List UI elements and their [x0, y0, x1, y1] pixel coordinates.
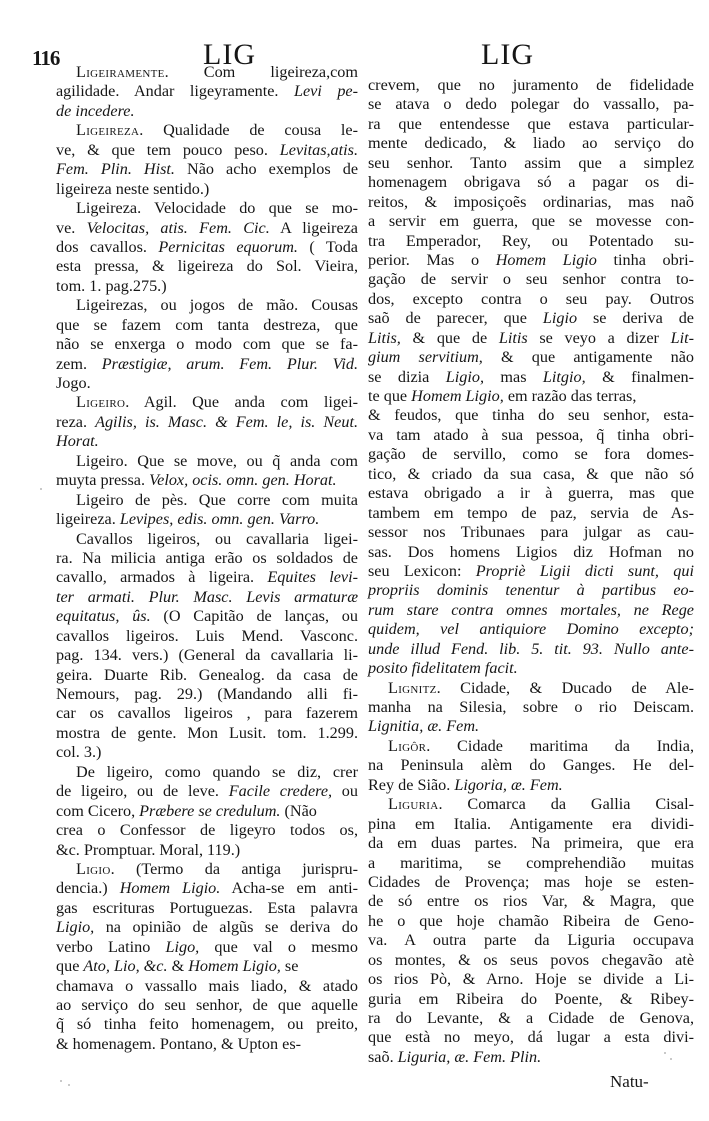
body-text: de ligeiro, ou de leve.: [56, 782, 229, 801]
text-line: [368, 951, 694, 970]
body-text: . Com ligeireza,com: [164, 63, 358, 81]
body-text: Jogo.: [56, 374, 91, 392]
body-text: q̃ só tinha feito homenagem, ou preito,: [56, 1015, 358, 1034]
headword: Ligôr: [388, 736, 427, 755]
body-text: estava obrigado a ir à guerra, mas que: [368, 484, 694, 503]
latin-text: gium servitium,: [368, 348, 483, 367]
headword: Liguria: [388, 795, 439, 814]
speck: [60, 1080, 62, 1082]
text-line: [56, 160, 358, 179]
body-text: zem.: [56, 354, 102, 373]
latin-text: Homem Ligio,: [188, 957, 281, 976]
text-line: [56, 452, 358, 471]
text-line: [368, 212, 694, 231]
text-line: [368, 1009, 694, 1028]
latin-text: Equites levi-: [267, 568, 358, 587]
latin-text: Levipes, edis. omn. gen. Varro.: [119, 510, 320, 529]
body-text: se veyo a dizer: [527, 328, 671, 347]
body-text: que: [56, 957, 84, 976]
text-line: [368, 387, 694, 406]
text-line: [56, 899, 358, 918]
latin-text: posito fidelitatem facit.: [368, 659, 518, 678]
text-line: [368, 620, 694, 639]
body-text: Cavallos ligeiros, ou cavallaria ligei-: [76, 529, 358, 548]
running-head-right: LIG: [481, 38, 534, 71]
body-text: ligeireza neste sentido.): [56, 179, 210, 198]
body-text: Não acho exemplos de: [174, 160, 358, 179]
body-text: chamava o vassallo mais liado, & atado: [56, 976, 358, 995]
body-text: na opinião de algũs se deriva do: [94, 918, 358, 937]
text-line: [56, 355, 358, 374]
text-line: [56, 821, 358, 840]
latin-text: equitatus, ûs.: [56, 607, 151, 626]
latin-text: Ligo,: [165, 937, 200, 956]
body-text: se: [280, 957, 299, 976]
speck: [68, 1084, 70, 1086]
text-line: [56, 938, 358, 957]
text-line: [368, 406, 694, 425]
body-text: de só entre os rios Var, & Magra, que: [368, 892, 694, 911]
body-text: ligeireza.: [56, 510, 120, 529]
body-text: mente dedicado, & liado ao serviço do: [368, 134, 694, 153]
latin-text: Levitas,atis.: [279, 140, 358, 159]
text-line: [368, 95, 694, 114]
body-text: . Comarca da Gallia Cisal-: [438, 795, 694, 814]
body-text: te que: [368, 387, 412, 405]
text-line: [56, 685, 358, 704]
text-line: [56, 180, 358, 199]
body-text: que se fazem com tanta destreza, que: [56, 315, 358, 334]
text-line: [56, 743, 358, 762]
body-text: & que antigamente não: [482, 348, 694, 367]
text-line: [368, 815, 694, 834]
text-line: [368, 892, 694, 911]
headword: Ligeiramente: [76, 63, 165, 81]
body-text: tom. 1. pag.275.): [56, 276, 167, 295]
text-line: [368, 601, 694, 620]
body-text: he o que hoje chamão Ribeira de Geno-: [368, 911, 694, 930]
latin-text: Ligio,: [56, 918, 95, 937]
body-text: mas: [484, 367, 543, 386]
text-line: [368, 309, 694, 328]
body-text: A ligeireza: [269, 218, 358, 237]
body-text: ( Toda: [297, 237, 358, 256]
text-line: [368, 1048, 694, 1067]
body-text: cavallos ligeiros. Luis Mend. Vasconc.: [56, 626, 358, 645]
body-text: gação de servir o seu senhor contra to-: [368, 270, 694, 289]
body-text: . (Termo da antiga jurispru-: [110, 859, 358, 878]
latin-text: Fem. Plin. Hist.: [56, 160, 175, 179]
text-line: [368, 854, 694, 873]
text-line: [368, 154, 694, 173]
body-text: Ligeirezas, ou jogos de mão. Cousas: [76, 296, 358, 315]
text-line: [368, 445, 694, 464]
body-text: os rios Pò, & Arno. Hoje se divide a Li-: [368, 970, 694, 989]
text-line: [368, 737, 694, 756]
body-text: car os cavallos ligeiros , para fazerem: [56, 704, 358, 723]
body-text: (O Capitão de lanças, ou: [150, 607, 358, 626]
latin-text: propriis dominis tenentur à partibus eo-: [368, 581, 694, 600]
text-line: [368, 795, 694, 814]
body-text: & homenagem. Pontano, & Upton es-: [56, 1034, 302, 1053]
latin-text: de incedere.: [56, 101, 135, 120]
body-text: se deriva de: [577, 309, 694, 328]
text-line: [56, 121, 358, 140]
latin-text: Propriè Ligii dicti sunt, qui: [475, 561, 694, 580]
latin-text: Homem Ligio,: [411, 387, 504, 405]
text-line: [56, 257, 358, 276]
body-text: pina em Italia. Antigamente era dividi-: [368, 814, 694, 833]
text-line: [56, 588, 358, 607]
speck: [664, 1052, 666, 1054]
text-line: [56, 763, 358, 782]
right-column: [368, 76, 694, 1067]
body-text: tra Emperador, Rey, ou Potentado su-: [368, 231, 694, 250]
text-line: [368, 134, 694, 153]
text-line: [368, 756, 694, 775]
latin-text: Litgio,: [542, 367, 586, 386]
body-text: &: [167, 957, 189, 976]
text-line: [56, 316, 358, 335]
text-line: [56, 977, 358, 996]
body-text: Ligeiro. Que se move, ou q̃ anda com: [76, 451, 358, 470]
text-line: [368, 251, 694, 270]
body-text: ra que entendesse que estava particular-: [368, 114, 694, 133]
body-text: gação de servillo, como se fora domes-: [368, 445, 694, 464]
body-text: ao serviço do seu senhor, de que aquelle: [56, 996, 358, 1014]
text-line: [56, 63, 358, 82]
text-line: [56, 607, 358, 626]
text-line: [56, 782, 358, 801]
text-line: [368, 562, 694, 581]
body-text: Rey de Sião.: [368, 775, 455, 794]
body-text: a servir em guerra, que se movesse con-: [368, 212, 694, 231]
body-text: mostra de gente. Mon Lusit. tom. 1.299.: [56, 723, 358, 742]
latin-text: Velocitas, atis. Fem. Cic.: [86, 218, 270, 237]
text-line: [368, 717, 694, 736]
body-text: &c. Promptuar. Moral, 119.): [56, 840, 241, 859]
text-line: [368, 173, 694, 192]
latin-text: Pernicitas equorum.: [158, 237, 298, 256]
body-text: col. 3.): [56, 743, 102, 762]
text-line: [56, 82, 358, 101]
text-line: [56, 510, 358, 529]
body-text: na Peninsula alèm do Ganges. He del-: [368, 756, 694, 775]
text-line: [56, 413, 358, 432]
body-text: ou: [332, 782, 358, 801]
body-text: ve.: [56, 218, 87, 237]
text-line: [56, 530, 358, 549]
latin-text: Horat.: [56, 432, 99, 451]
text-line: [56, 957, 358, 976]
text-line: [368, 698, 694, 717]
latin-text: Facile credere,: [228, 782, 333, 801]
latin-text: Liguria, æ. Fem. Plin.: [397, 1047, 542, 1066]
body-text: . Qualidade de cousa le-: [139, 121, 358, 140]
body-text: se dizia: [368, 367, 446, 386]
body-text: tinha obri-: [596, 250, 694, 269]
text-line: [56, 432, 358, 451]
latin-text: Litis,: [368, 328, 401, 347]
text-line: [368, 990, 694, 1009]
headword: Ligeireza: [76, 121, 140, 140]
text-line: [56, 491, 358, 510]
text-line: [56, 102, 358, 121]
text-line: [56, 393, 358, 412]
running-head-left: LIG: [203, 38, 256, 71]
text-line: [56, 335, 358, 354]
speck: [40, 488, 42, 490]
text-line: [56, 238, 358, 257]
body-text: os montes, & os seus povos chegavão atè: [368, 950, 694, 969]
text-line: [368, 484, 694, 503]
headword: Ligio: [76, 859, 111, 878]
text-line: [56, 471, 358, 490]
body-text: tico, & criado da sua casa, & que não só: [368, 464, 694, 483]
text-line: [368, 581, 694, 600]
body-text: não se enxerga o modo com que se fa-: [56, 335, 358, 354]
text-line: [368, 368, 694, 387]
body-text: Cidades de Provença; mas hoje se esten-: [368, 872, 694, 891]
body-text: que val o mesmo: [199, 937, 358, 956]
text-line: [368, 523, 694, 542]
text-line: [56, 296, 358, 315]
body-text: pag. 134. vers.) (General da cavallaria li-: [56, 646, 358, 665]
body-text: (Não: [280, 801, 317, 820]
text-line: [368, 834, 694, 853]
body-text: Ligeireza. Velocidade do que se mo-: [76, 199, 358, 218]
body-text: ra. Na milicia antiga erão os soldados de: [56, 548, 358, 567]
text-line: [368, 465, 694, 484]
body-text: & que de: [400, 328, 499, 347]
body-text: sas. Dos homens Ligios diz Hofman no: [368, 542, 694, 561]
headword: Lignitz: [388, 678, 437, 697]
text-line: [368, 873, 694, 892]
text-line: [56, 199, 358, 218]
body-text: Nemours, pag. 29.) (Mandando alli fi-: [56, 685, 358, 703]
body-text: gas escrituras Portuguezas. Esta palavra: [56, 898, 358, 917]
body-text: Ligeiro de pès. Que corre com muita: [76, 490, 358, 509]
body-text: reza.: [56, 412, 96, 431]
body-text: seu Lexicon:: [368, 561, 476, 580]
text-line: [368, 640, 694, 659]
latin-text: Levi pe-: [293, 82, 358, 101]
body-text: se atava o dedo polegar do vassallo, pa-: [368, 95, 694, 114]
text-line: [56, 374, 358, 393]
latin-text: Ligio: [542, 309, 578, 328]
body-text: guria em Ribeira do Poente, & Ribey-: [368, 989, 694, 1008]
body-text: va. A outra parte da Liguria occupava: [368, 931, 694, 950]
text-line: [56, 646, 358, 665]
body-text: crea o Confessor de ligeyro todos os,: [56, 821, 358, 840]
body-text: muyta pressa.: [56, 471, 150, 490]
body-text: manha na Silesia, sobre o rio Deiscam.: [368, 698, 694, 716]
text-line: [368, 970, 694, 989]
body-text: homenagem obrigava só a pagar os di-: [368, 173, 694, 192]
text-line: [56, 549, 358, 568]
text-line: [56, 219, 358, 238]
latin-text: Homem Ligio: [495, 250, 597, 269]
body-text: . Cidade, & Ducado de Ale-: [436, 678, 694, 697]
speck: [670, 1058, 672, 1060]
text-line: [368, 931, 694, 950]
body-text: verbo Latino: [56, 937, 166, 956]
page-number: 116: [32, 46, 60, 70]
latin-text: rum stare contra omnes mortales, ne Rege: [368, 600, 694, 619]
body-text: em razão das terras,: [503, 387, 637, 405]
text-line: [368, 76, 694, 95]
text-line: [56, 277, 358, 296]
body-text: tambem em tempo de paz, servia de As-: [368, 503, 694, 522]
body-text: dos cavallos.: [56, 237, 159, 256]
text-line: [56, 724, 358, 743]
text-line: [368, 776, 694, 795]
text-line: [56, 860, 358, 879]
latin-text: Ligio,: [445, 367, 485, 386]
text-line: [56, 568, 358, 587]
left-column: [56, 63, 358, 1054]
text-line: [368, 193, 694, 212]
latin-text: Agilis, is. Masc. & Fem. le, is. Neut.: [95, 412, 358, 431]
latin-text: Ato, Lio, &c.: [83, 957, 168, 976]
body-text: esta pressa, & ligeireza do Sol. Vieira,: [56, 257, 358, 276]
text-line: [368, 426, 694, 445]
text-line: [56, 879, 358, 898]
body-text: Acha-se em anti-: [220, 879, 358, 898]
body-text: saõ.: [368, 1047, 398, 1066]
body-text: sessor nos Tribunaes para julgar as cau-: [368, 523, 694, 542]
body-text: com Cicero,: [56, 801, 140, 820]
body-text: seu senhor. Tanto assim que a simplez: [368, 153, 694, 172]
catchword: Natu-: [610, 1072, 649, 1091]
body-text: dencia.): [56, 879, 120, 898]
body-text: crevem, que no juramento de fidelidade: [368, 76, 694, 94]
text-line: [56, 996, 358, 1015]
body-text: & feudos, que tinha do seu senhor, esta-: [368, 406, 694, 425]
text-line: [368, 290, 694, 309]
text-line: [368, 270, 694, 289]
text-line: [368, 679, 694, 698]
latin-text: Lit-: [670, 328, 694, 347]
body-text: . Agil. Que anda com ligei-: [125, 393, 358, 412]
latin-text: Præstigiæ, arum. Fem. Plur. Vid.: [101, 354, 358, 373]
latin-text: unde illud Fend. lib. 5. tit. 93. Nullo ante-: [368, 639, 694, 658]
body-text: agilidade. Andar ligeyramente.: [56, 82, 294, 101]
body-text: que està no meyo, dá lugar a esta divi-: [368, 1028, 694, 1047]
body-text: saõ de parecer, que: [368, 309, 543, 328]
latin-text: Lignitia, æ. Fem.: [368, 717, 480, 736]
text-line: [56, 841, 358, 860]
body-text: va tam atado à sua pessoa, q̃ tinha obri-: [368, 425, 694, 444]
latin-text: Litis: [498, 328, 528, 347]
latin-text: ter armati. Plur. Masc. Levis armaturæ: [56, 587, 358, 606]
body-text: dos, excepto contra o seu pay. Outros: [368, 289, 694, 308]
body-text: geira. Duarte Rib. Genealog. da casa de: [56, 665, 358, 684]
latin-text: Velox, ocis. omn. gen. Horat.: [149, 471, 337, 490]
text-line: [368, 659, 694, 678]
latin-text: Præbere se credulum.: [139, 801, 281, 820]
text-line: [368, 115, 694, 134]
text-line: [368, 348, 694, 367]
body-text: cavallo, armados à ligeira.: [56, 568, 268, 587]
text-line: [368, 543, 694, 562]
text-line: [56, 141, 358, 160]
body-text: . Cidade maritima da India,: [426, 736, 694, 755]
text-line: [56, 704, 358, 723]
body-text: perior. Mas o: [368, 250, 496, 269]
latin-text: Ligoria, æ. Fem.: [454, 775, 563, 794]
body-text: ve, & que tem pouco peso.: [56, 140, 280, 159]
body-text: da em duas partes. Na primeira, que era: [368, 834, 694, 853]
body-text: ra do Levante, & a Cidade de Genova,: [368, 1009, 694, 1027]
text-line: [368, 329, 694, 348]
body-text: De ligeiro, como quando se diz, crer: [76, 762, 358, 781]
text-line: [368, 504, 694, 523]
text-line: [56, 918, 358, 937]
body-text: a maritima, se comprehendião muitas: [368, 853, 694, 872]
text-line: [368, 1028, 694, 1047]
body-text: & finalmen-: [585, 367, 694, 386]
text-line: [56, 1035, 358, 1054]
headword: Ligeiro: [76, 393, 126, 412]
text-line: [56, 627, 358, 646]
latin-text: quidem, vel antiquiore Domino excepto;: [368, 620, 694, 639]
text-line: [368, 912, 694, 931]
text-line: [56, 1015, 358, 1034]
text-line: [56, 802, 358, 821]
text-line: [56, 666, 358, 685]
body-text: reitos, & imposiçoẽs ordinarias, mas naõ: [368, 192, 694, 211]
latin-text: Homem Ligio.: [119, 879, 221, 898]
text-line: [368, 232, 694, 251]
